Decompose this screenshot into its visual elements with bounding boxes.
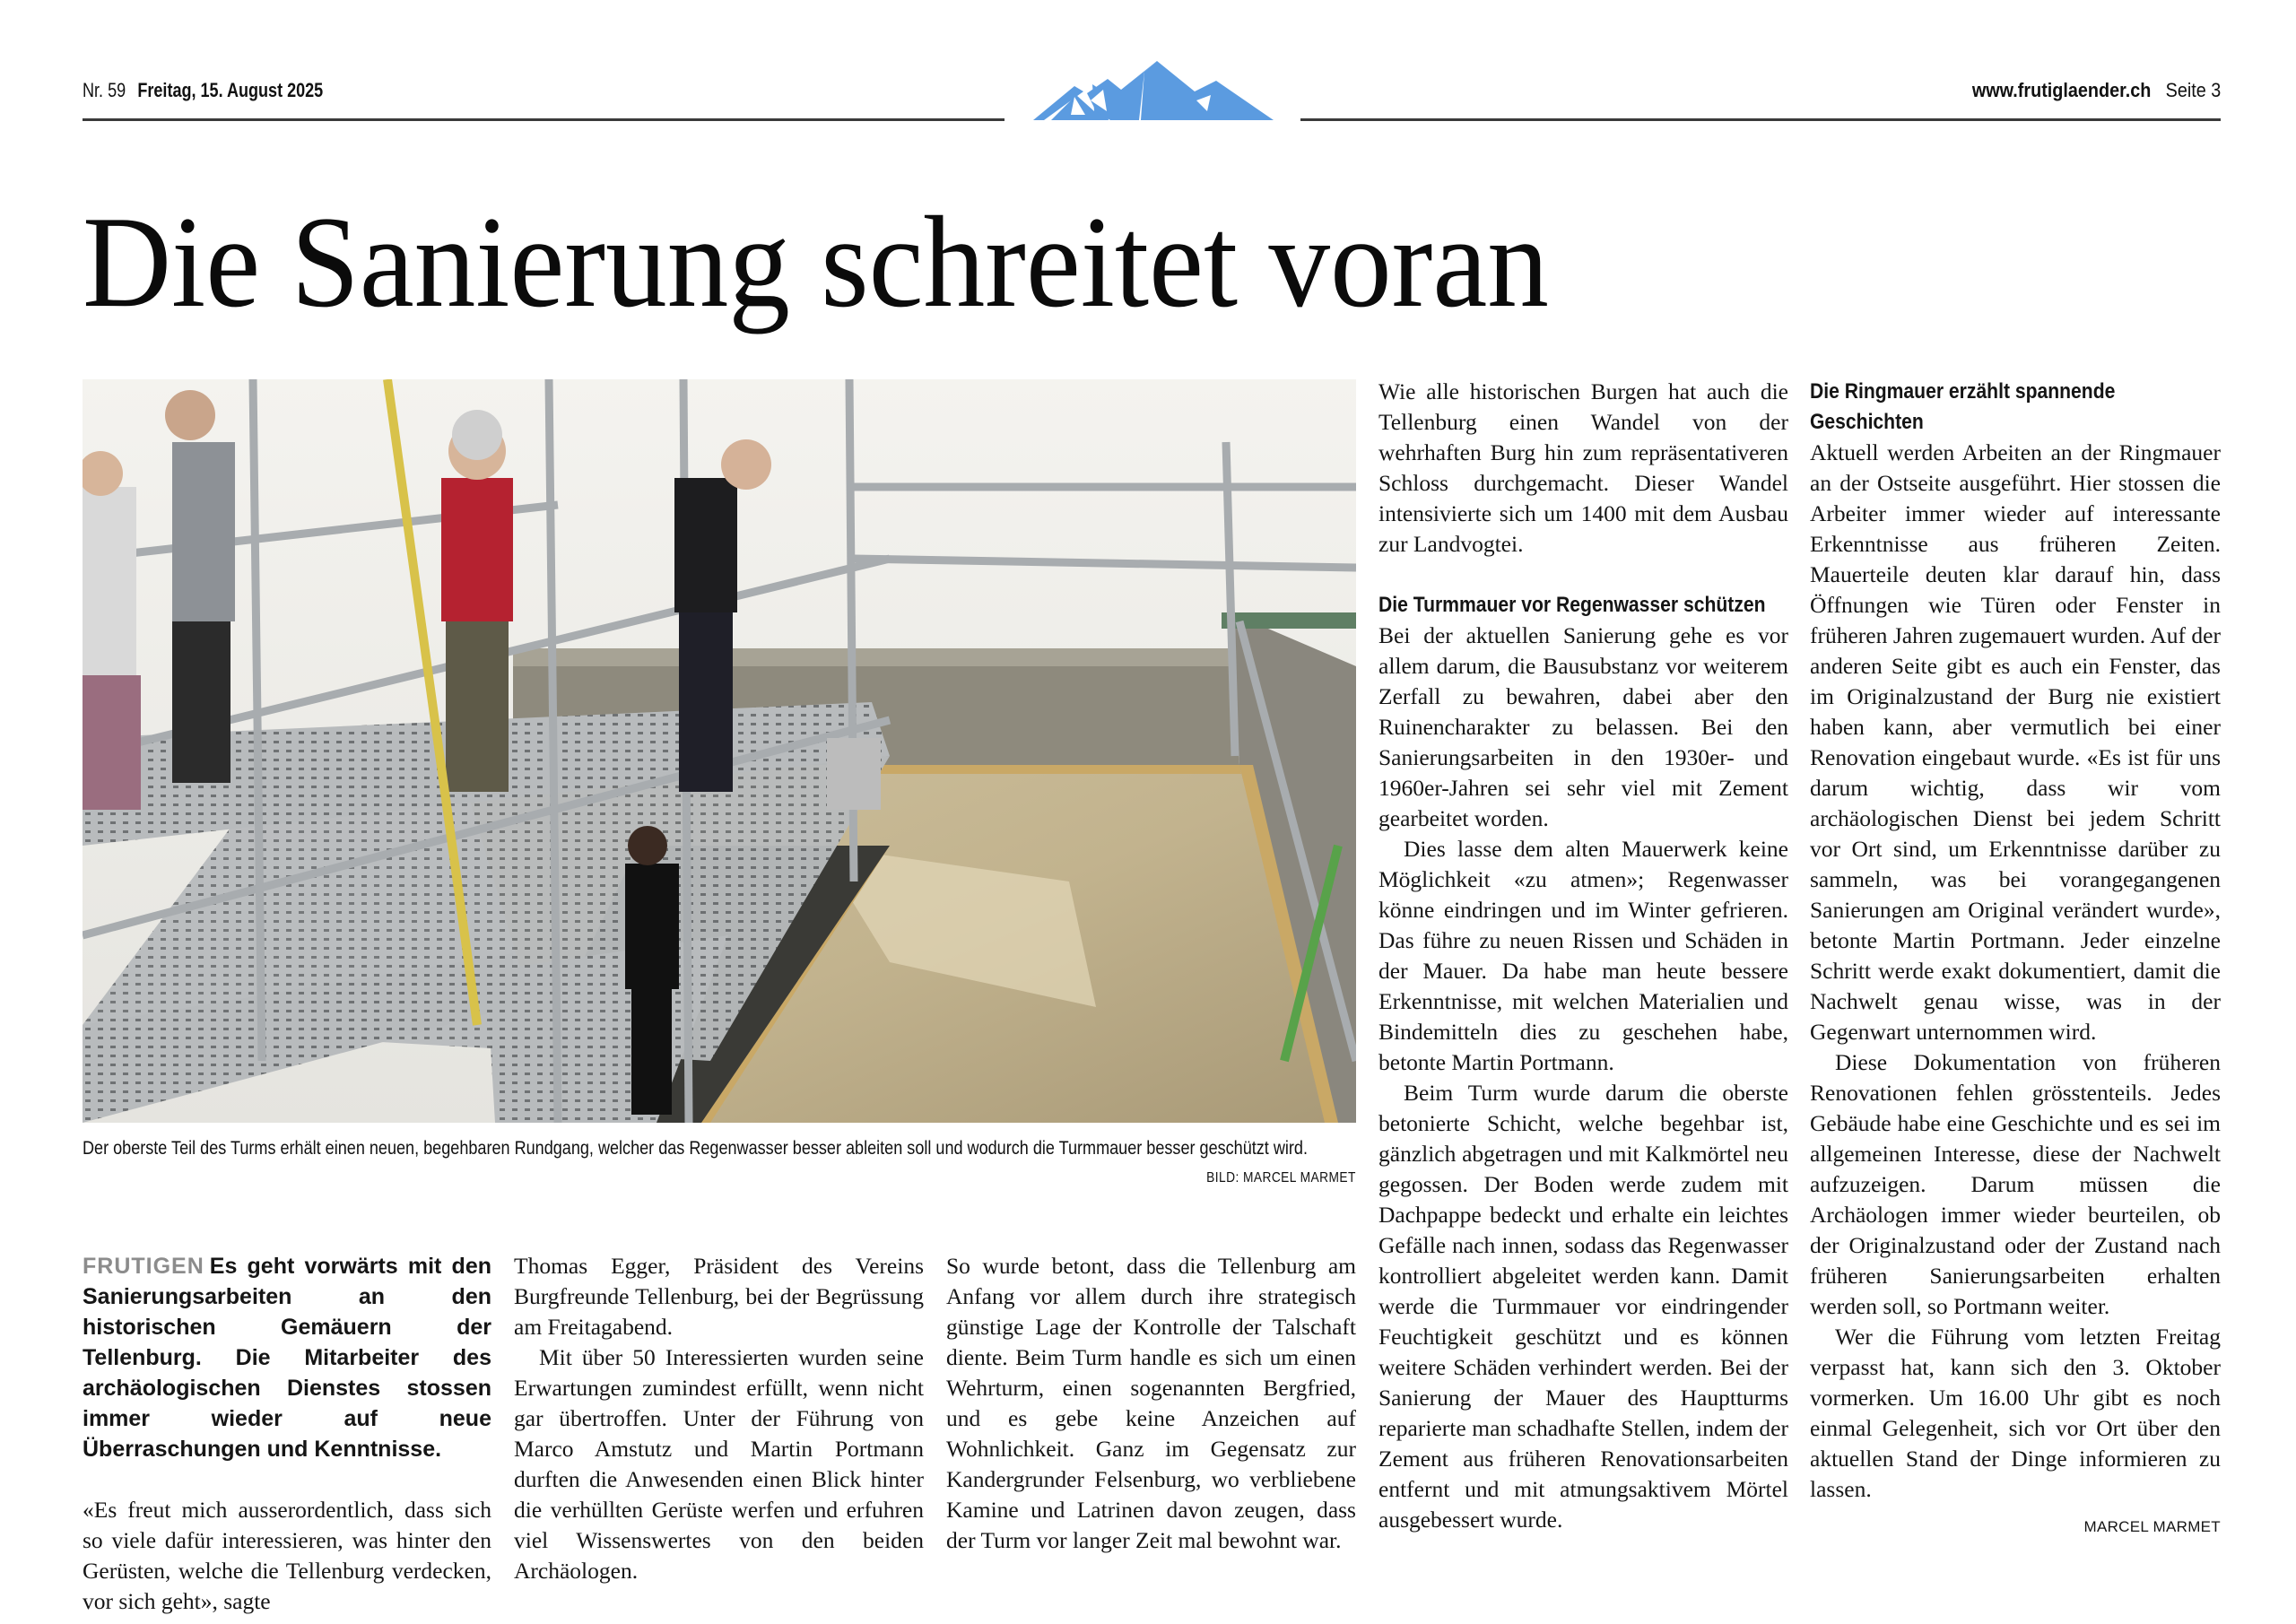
- header-rule-right: [1300, 118, 2221, 121]
- author-byline: MARCEL MARMET: [2083, 1518, 2221, 1535]
- photo-caption: [83, 1133, 1356, 1185]
- header-rule-left: [83, 118, 1004, 121]
- paragraph: Bei der aktuellen Sanierung gehe es vor allem darum, die Bausubstanz vor weiterem Zerfall zu bewahren, dabei aber den Ruinencharakter zu belassen. Bei den Sanierungsarbeiten in den 1930er- und 1960er-Jahren sei sehr viel mit Zement gearbeitet worden.: [1378, 622, 1788, 831]
- issue-number: Nr. 59: [83, 79, 126, 101]
- paragraph: Mit über 50 Interessierten wurden seine Erwartungen zumindest erfüllt, wenn nicht gar übertroffen. Unter der Führung von Marco Amstutz und Martin Portmann durften die Anwesenden einen Blick hinter die verhüllten Gerüste werfen und erfuhren viel Wissenswertes von den beiden Archäologen.: [514, 1344, 924, 1584]
- lead-text: Es geht vorwärts mit den Sanierungsarbeiten an den historischen Gemäuern der Tellenburg. Die Mitarbeiter des archäologischen Dienstes stossen immer wieder auf neue Überraschungen und Kenntnisse.: [83, 1254, 491, 1462]
- article-column-4: [1378, 377, 1788, 1535]
- paragraph: Dies lasse dem alten Mauerwerk keine Möglichkeit «zu atmen»; Regenwasser könne eindringen und im Winter gefrieren. Das führe zu neuen Rissen und Schäden in der Mauer. Da habe man heute bessere Erkenntnisse, mit welchen Materialien und Bindemitteln dies zu geschehen habe, betonte Martin Portmann.: [1378, 836, 1788, 1075]
- paragraph: Aktuell werden Arbeiten an der Ringmauer an der Ostseite ausgeführt. Hier stossen die Arbeiter immer wieder auf interessante Erkenntnisse aus früheren Zeiten. Mauerteile deuten klar darauf hin, dass Öffnungen wie Türen oder Fenster in früheren Jahren zugemauert wurden. Auf der anderen Seite gibt es auch ein Fenster, das im Originalzustand der Burg nie existiert haben kann, aber vermutlich bei einer Renovation eingebaut wurde. «Es ist für uns darum wichtig, dass wir vom archäologischen Dienst bei jedem Schritt vor Ort sind, um Erkenntnisse darüber zu sammeln, was bei vorangegangenen Sanierungen am Original verändert wurde», betonte Martin Portmann. Jeder einzelne Schritt werde exakt dokumentiert, damit die Nachwelt genau wisse, was in der Gegenwart unternommen wird.: [1810, 439, 2221, 1045]
- paragraph: «Es freut mich ausserordentlich, dass sich so viele dafür interessieren, was hinter den Gerüsten, welche die Tellenburg verdecken, vor sich geht», sagte: [83, 1497, 491, 1614]
- page-number: Seite 3: [2165, 79, 2221, 101]
- publication-info: [1972, 79, 2221, 102]
- caption-text: Der oberste Teil des Turms erhält einen neuen, begehbaren Rundgang, welcher das Regenwasser besser ableiten soll und wodurch die Turmmauer besser geschützt wird.: [83, 1138, 1308, 1159]
- photo-credit: BILD: MARCEL MARMET: [1206, 1170, 1356, 1185]
- article-headline: Die Sanierung schreitet voran: [83, 189, 1549, 334]
- paragraph: Wie alle historischen Burgen hat auch die Tellenburg einen Wandel von der wehrhaften Burg hin zum repräsentativeren Schloss durchgemacht. Dieser Wandel intensivierte sich um 1400 mit dem Ausbau zur Landvogtei.: [1378, 378, 1788, 557]
- scaffolding-photo: [83, 379, 1356, 1123]
- article-column-5: [1810, 377, 2221, 1542]
- article-column-3: [946, 1251, 1356, 1556]
- issue-date: Freitag, 15. August 2025: [137, 79, 324, 101]
- subheading-turmmauer: Die Turmmauer vor Regenwasser schützen: [1378, 593, 1766, 617]
- paragraph: So wurde betont, dass die Tellenburg am Anfang vor allem durch ihre strategisch günstige Lage der Kontrolle der Talschaft diente. Beim Turm handle es sich um einen Wehrturm, einen sogenannten Bergfried, und es gebe keine Anzeichen auf Wohnlichkeit. Ganz im Gegensatz zur Kandergrunder Felsenburg, wo verbliebene Kamine und Latrinen davon zeugen, dass der Turm vor langer Zeit mal bewohnt war.: [946, 1253, 1356, 1553]
- paragraph: Thomas Egger, Präsident des Vereins Burgfreunde Tellenburg, bei der Begrüssung am Freitagabend.: [514, 1253, 924, 1340]
- article-photo: [83, 379, 1356, 1123]
- subheading-ringmauer: Die Ringmauer erzählt spannende Geschichten: [1810, 379, 2116, 434]
- paragraph: Diese Dokumentation von früheren Renovationen fehlen grösstenteils. Jedes Gebäude habe eine Geschichte und es sei im allgemeinen Interesse, diese der Nachwelt aufzuzeigen. Darum müssen die Archäologen immer wieder beurteilen, ob der Originalzustand oder der Zustand nach früheren Sanierungsarbeiten erhalten werden soll, so Portmann weiter.: [1810, 1049, 2221, 1319]
- dateline: FRUTIGEN: [83, 1254, 204, 1279]
- website-link[interactable]: www.frutiglaender.ch: [1971, 79, 2152, 101]
- mountains-icon: [1031, 59, 1275, 122]
- paragraph: Beim Turm wurde darum die oberste betonierte Schicht, welche begehbar ist, gänzlich abgetragen und mit Kalkmörtel neu gegossen. Der Boden werde zudem mit Dachpappe bedeckt und erhalte ein leichtes Gefälle nach innen, sodass das Regenwasser kontrolliert abgeleitet werden kann. Damit werde die Turmmauer vor eindringender Feuchtigkeit geschützt und es können weitere Schäden verhindert werden. Bei der Sanierung der Mauer des Hauptturms reparierte man schadhafte Stellen, indem der Zement aus früheren Renovationsarbeiten entfernt und mit atmungsaktivem Mörtel ausgebessert wurde.: [1378, 1080, 1788, 1533]
- article-column-2: [514, 1251, 924, 1586]
- article-column-1: [83, 1251, 491, 1617]
- paragraph: Wer die Führung vom letzten Freitag verpasst hat, kann sich den 3. Oktober vormerken. Um 16.00 Uhr gibt es noch einmal Gelegenheit, sich vor Ort über den aktuellen Stand der Dinge informieren zu lassen.: [1810, 1324, 2221, 1502]
- issue-info: [83, 79, 323, 102]
- article-lead: [83, 1251, 491, 1464]
